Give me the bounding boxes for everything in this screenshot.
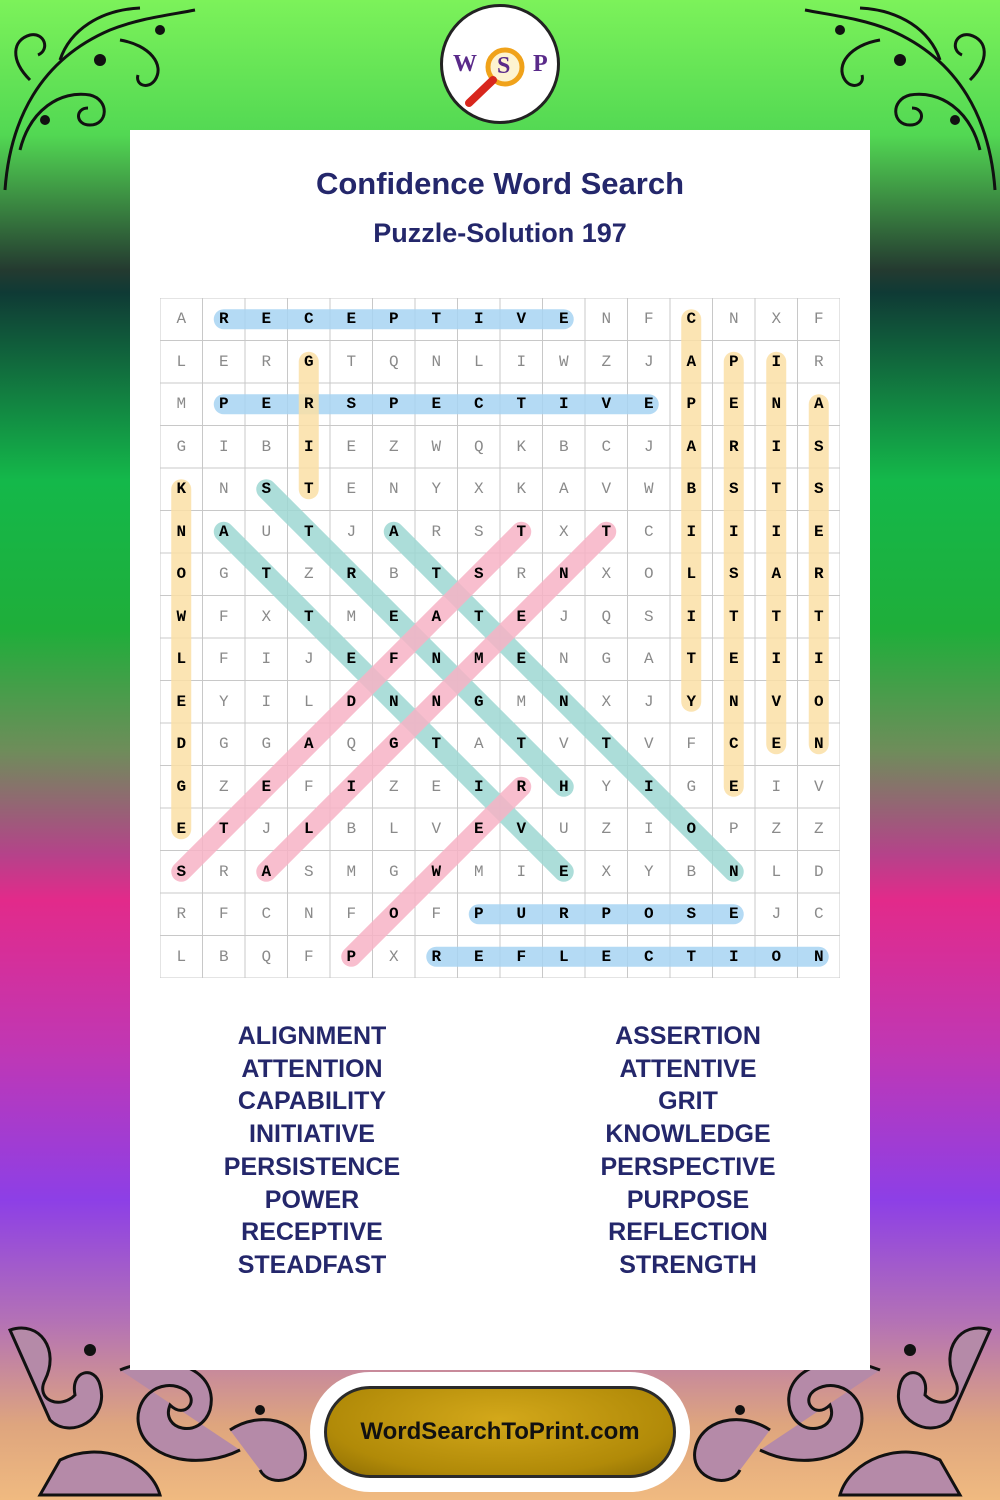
grid-cell[interactable]: N	[558, 650, 569, 668]
word-list-item: RECEPTIVE	[241, 1218, 383, 1247]
grid-cell[interactable]: Y	[431, 480, 442, 498]
grid-cell[interactable]: I	[473, 310, 484, 328]
grid-cell[interactable]: T	[303, 480, 314, 498]
grid-cell[interactable]: J	[643, 352, 654, 371]
grid-cell[interactable]: N	[601, 310, 612, 328]
grid-cell[interactable]: L	[686, 565, 697, 583]
grid-cell[interactable]: X	[601, 565, 612, 583]
grid-cell[interactable]: A	[686, 352, 697, 371]
grid-cell[interactable]: R	[558, 905, 569, 923]
grid-cell[interactable]: T	[303, 522, 314, 541]
grid-cell[interactable]: E	[516, 607, 527, 626]
grid-cell[interactable]: Q	[261, 947, 272, 966]
grid-cell[interactable]: J	[303, 650, 314, 668]
grid-cell[interactable]: R	[303, 395, 314, 413]
grid-cell[interactable]: I	[728, 947, 739, 966]
grid-cell[interactable]: E	[346, 437, 357, 456]
grid-cell[interactable]: V	[516, 820, 527, 838]
grid-cell[interactable]: P	[686, 395, 697, 413]
grid-cell[interactable]: S	[643, 607, 654, 626]
footer-badge	[310, 1372, 690, 1492]
grid-cell[interactable]: S	[728, 565, 739, 583]
grid-cell[interactable]: R	[218, 310, 229, 328]
grid-cell[interactable]: X	[261, 607, 272, 626]
grid-cell[interactable]: T	[473, 607, 484, 626]
grid-cell[interactable]: D	[813, 862, 824, 881]
grid-cell[interactable]: E	[346, 650, 357, 668]
grid-cell[interactable]: Z	[601, 352, 612, 371]
grid-cell[interactable]: M	[346, 607, 357, 626]
grid-cell[interactable]: T	[431, 310, 442, 328]
grid-cell[interactable]: B	[686, 480, 697, 498]
grid-cell[interactable]: C	[473, 395, 484, 413]
word-list-item: ATTENTION	[241, 1054, 383, 1083]
grid-cell[interactable]: D	[346, 692, 357, 711]
grid-cell[interactable]: L	[473, 352, 484, 371]
grid-cell[interactable]: I	[771, 522, 782, 541]
grid-cell[interactable]: U	[261, 522, 272, 541]
grid-cell[interactable]: S	[176, 862, 187, 881]
grid-cell[interactable]: Y	[643, 862, 654, 881]
grid-cell[interactable]: T	[516, 395, 527, 413]
grid-cell[interactable]: B	[558, 437, 569, 456]
grid-cell[interactable]: A	[388, 522, 399, 541]
grid-cell[interactable]: O	[686, 820, 697, 838]
grid-cell[interactable]: P	[601, 905, 612, 923]
grid-cell[interactable]: P	[388, 395, 399, 413]
grid-cell[interactable]: F	[686, 735, 697, 753]
word-list-item: ALIGNMENT	[237, 1022, 387, 1050]
grid-cell[interactable]: O	[643, 565, 654, 583]
word-list-item: STRENGTH	[619, 1250, 757, 1279]
grid-cell[interactable]: L	[176, 352, 187, 371]
grid-cell[interactable]: Z	[601, 820, 612, 838]
grid-cell[interactable]: U	[516, 905, 527, 923]
grid-cell[interactable]: X	[473, 480, 484, 498]
grid-cell[interactable]: V	[516, 310, 527, 328]
grid-cell[interactable]: T	[431, 735, 442, 753]
grid-cell[interactable]: N	[558, 565, 569, 583]
grid-cell[interactable]: J	[771, 905, 782, 923]
grid-cell[interactable]: E	[176, 692, 187, 711]
grid-cell[interactable]: F	[388, 650, 399, 668]
grid-cell[interactable]: I	[771, 437, 782, 456]
grid-cell[interactable]: E	[771, 735, 782, 753]
grid-cell[interactable]: T	[431, 565, 442, 583]
grid-cell[interactable]: X	[388, 947, 399, 966]
logo-letter-p: P	[533, 51, 548, 77]
grid-cell[interactable]: Q	[388, 352, 399, 371]
word-list-left	[127, 1020, 497, 1282]
page-subtitle: Puzzle-Solution 197	[373, 218, 627, 248]
grid-cell[interactable]: Q	[601, 607, 612, 626]
grid-cell[interactable]: T	[218, 820, 229, 838]
grid-cell[interactable]: G	[261, 735, 272, 753]
grid-cell[interactable]: O	[388, 905, 399, 923]
grid-cell[interactable]: T	[346, 352, 357, 371]
grid-cell[interactable]: V	[771, 692, 782, 711]
grid-cell[interactable]: L	[388, 820, 399, 838]
grid-cell[interactable]: A	[261, 862, 272, 881]
grid-cell[interactable]: Z	[303, 565, 314, 583]
grid-cell[interactable]: I	[516, 352, 527, 371]
grid-cell[interactable]: A	[303, 735, 314, 753]
grid-cell[interactable]: E	[261, 310, 272, 328]
grid-cell[interactable]: N	[431, 692, 442, 711]
grid-cell[interactable]: Z	[218, 777, 229, 796]
grid-cell[interactable]: I	[643, 777, 654, 796]
grid-cell[interactable]: Z	[771, 820, 782, 838]
grid-cell[interactable]: J	[558, 607, 569, 626]
word-list-item: GRIT	[658, 1087, 718, 1116]
grid-cell[interactable]: E	[388, 607, 399, 626]
grid-cell[interactable]: W	[431, 862, 442, 881]
grid-cell[interactable]: Q	[473, 437, 484, 456]
grid-cell[interactable]: L	[771, 862, 782, 881]
grid-cell[interactable]: T	[813, 607, 824, 626]
grid-cell[interactable]: F	[431, 905, 442, 923]
grid-cell[interactable]: A	[771, 565, 782, 583]
grid-cell[interactable]: P	[346, 947, 357, 966]
grid-cell[interactable]: N	[558, 692, 569, 711]
word-list-item: ATTENTIVE	[619, 1054, 757, 1083]
word-list-item: KNOWLEDGE	[605, 1120, 771, 1149]
grid-cell[interactable]: E	[346, 310, 357, 328]
grid-cell[interactable]: P	[728, 820, 739, 838]
grid-cell[interactable]: F	[346, 905, 357, 923]
grid-cell[interactable]: P	[218, 395, 229, 413]
grid-cell[interactable]: E	[516, 650, 527, 668]
grid-cell[interactable]: M	[473, 862, 484, 881]
grid-cell[interactable]: R	[261, 352, 272, 371]
grid-cell[interactable]: E	[728, 650, 739, 668]
grid-cell[interactable]: B	[686, 862, 697, 881]
grid-cell[interactable]: E	[431, 395, 442, 413]
grid-cell[interactable]: R	[431, 522, 442, 541]
grid-cell[interactable]: G	[218, 735, 229, 753]
grid-cell[interactable]: J	[346, 522, 357, 541]
word-list-item: PERSPECTIVE	[600, 1152, 776, 1181]
grid-cell[interactable]: M	[346, 862, 357, 881]
grid-cell[interactable]: M	[473, 650, 484, 668]
grid-cell[interactable]: N	[771, 395, 782, 413]
grid-cell[interactable]: Z	[388, 437, 399, 456]
word-list-item: STEADFAST	[237, 1250, 387, 1279]
grid-cell[interactable]: N	[218, 480, 229, 498]
grid-cell[interactable]: E	[431, 777, 442, 796]
grid-cell[interactable]: G	[388, 862, 399, 881]
grid-cell[interactable]: T	[516, 522, 527, 541]
grid-cell[interactable]: Y	[218, 692, 229, 711]
grid-cell[interactable]: V	[601, 395, 612, 413]
grid-cell[interactable]: R	[176, 905, 187, 923]
word-list-item: INITIATIVE	[249, 1120, 375, 1149]
grid-cell[interactable]: R	[516, 565, 527, 583]
grid-cell[interactable]: M	[516, 692, 527, 711]
grid-cell[interactable]: N	[728, 862, 739, 881]
page-title: Confidence Word Search	[315, 166, 685, 201]
grid-cell[interactable]: S	[346, 395, 357, 413]
grid-cell[interactable]: A	[558, 480, 569, 498]
word-list-right	[503, 1020, 873, 1282]
grid-cell[interactable]: I	[728, 522, 739, 541]
grid-cell[interactable]: E	[218, 352, 229, 371]
grid-cell[interactable]: Z	[388, 777, 399, 796]
grid-cell[interactable]: Y	[686, 692, 697, 711]
grid-cell[interactable]: N	[728, 310, 739, 328]
grid-cell[interactable]: G	[473, 692, 484, 711]
grid-cell[interactable]: N	[388, 480, 399, 498]
grid-cell[interactable]: N	[431, 650, 442, 668]
grid-cell[interactable]: W	[558, 352, 569, 371]
grid-cell[interactable]: L	[176, 947, 187, 966]
grid-cell[interactable]: E	[728, 395, 739, 413]
grid-cell[interactable]: M	[176, 395, 187, 413]
grid-cell[interactable]: W	[176, 607, 187, 626]
grid-cell[interactable]: I	[771, 352, 782, 371]
grid-cell[interactable]: N	[431, 352, 442, 371]
grid-cell[interactable]: O	[176, 565, 187, 583]
grid-cell[interactable]: F	[218, 650, 229, 668]
grid-cell[interactable]: L	[176, 650, 187, 668]
grid-cell[interactable]: I	[261, 650, 272, 668]
grid-cell[interactable]: I	[558, 395, 569, 413]
grid-cell[interactable]: A	[218, 522, 229, 541]
grid-cell[interactable]: W	[431, 437, 442, 456]
grid-cell[interactable]: A	[176, 310, 187, 328]
grid-cell[interactable]: S	[728, 480, 739, 498]
grid-cell[interactable]: L	[303, 820, 314, 838]
grid-cell[interactable]: R	[346, 565, 357, 583]
grid-cell[interactable]: F	[516, 947, 527, 966]
grid-cell[interactable]: F	[303, 947, 314, 966]
grid-cell[interactable]: S	[261, 480, 272, 498]
grid-cell[interactable]: B	[218, 947, 229, 966]
grid-cell[interactable]: Y	[601, 777, 612, 796]
grid-cell[interactable]: I	[643, 820, 654, 838]
grid-cell[interactable]: S	[686, 905, 697, 923]
grid-cell[interactable]: F	[813, 310, 824, 328]
grid-cell[interactable]: G	[303, 352, 314, 371]
grid-cell[interactable]: I	[516, 862, 527, 881]
grid-cell[interactable]: S	[303, 862, 314, 881]
grid-cell[interactable]: P	[728, 352, 739, 371]
grid-cell[interactable]: I	[771, 650, 782, 668]
word-search-grid	[160, 298, 840, 978]
grid-cell[interactable]: E	[558, 862, 569, 881]
grid-cell[interactable]: F	[303, 777, 314, 796]
grid-cell[interactable]: D	[176, 735, 187, 753]
grid-cell[interactable]: V	[643, 735, 654, 753]
grid-cell[interactable]: E	[813, 522, 824, 541]
grid-cell[interactable]: V	[558, 735, 569, 753]
grid-cell[interactable]: A	[473, 735, 484, 753]
grid-cell[interactable]: E	[601, 947, 612, 966]
grid-cell[interactable]: Z	[813, 820, 824, 838]
grid-cell[interactable]: R	[813, 565, 824, 583]
grid-cell[interactable]: N	[728, 692, 739, 711]
grid-cell[interactable]: N	[176, 522, 187, 541]
grid-cell[interactable]: C	[601, 437, 612, 456]
grid-cell[interactable]: E	[346, 480, 357, 498]
grid-cell[interactable]: G	[601, 650, 612, 668]
grid-cell[interactable]: T	[686, 947, 697, 966]
grid-cell[interactable]: T	[261, 565, 272, 583]
grid-cell[interactable]: C	[813, 905, 824, 923]
grid-cell[interactable]: C	[643, 947, 654, 966]
word-list-item: REFLECTION	[608, 1218, 768, 1247]
grid-cell[interactable]: R	[516, 777, 527, 796]
grid-cell[interactable]: S	[473, 565, 484, 583]
grid-cell[interactable]: X	[601, 692, 612, 711]
grid-cell[interactable]: E	[473, 947, 484, 966]
grid-cell[interactable]: F	[218, 905, 229, 923]
grid-cell[interactable]: G	[176, 777, 187, 796]
grid-cell[interactable]: F	[643, 310, 654, 328]
grid-cell[interactable]: R	[813, 352, 824, 371]
grid-cell[interactable]: X	[771, 310, 782, 328]
grid-cell[interactable]: I	[261, 692, 272, 711]
grid-cell[interactable]: T	[771, 480, 782, 498]
grid-cell[interactable]: E	[473, 820, 484, 838]
grid-cell[interactable]: E	[728, 777, 739, 796]
grid-cell[interactable]: T	[686, 650, 697, 668]
grid-cell[interactable]: Q	[346, 735, 357, 753]
grid-cell[interactable]: C	[303, 310, 314, 328]
grid-cell[interactable]: K	[176, 480, 187, 498]
grid-cell[interactable]: N	[388, 692, 399, 711]
grid-cell[interactable]: P	[388, 310, 399, 328]
grid-cell[interactable]: F	[218, 607, 229, 626]
grid-cell[interactable]: P	[473, 905, 484, 923]
grid-cell[interactable]: E	[176, 820, 187, 838]
grid-cell[interactable]: S	[473, 522, 484, 541]
grid-cell[interactable]: N	[813, 735, 824, 753]
grid-cell[interactable]: I	[303, 437, 314, 456]
grid-cell[interactable]: U	[558, 820, 569, 838]
grid-cell[interactable]: E	[261, 395, 272, 413]
word-list-item: POWER	[264, 1185, 360, 1214]
grid-cell[interactable]: A	[431, 607, 442, 626]
grid-cell[interactable]: C	[643, 522, 654, 541]
grid-cell[interactable]: I	[686, 522, 697, 541]
grid-cell[interactable]: B	[261, 437, 272, 456]
site-link[interactable]: WordSearchToPrint.com	[324, 1386, 676, 1478]
grid-cell[interactable]: G	[218, 565, 229, 583]
grid-cell[interactable]: G	[686, 777, 697, 796]
grid-cell[interactable]: X	[601, 862, 612, 881]
grid-cell[interactable]: X	[558, 522, 569, 541]
grid-cell[interactable]: J	[261, 820, 272, 838]
grid-cell[interactable]: G	[176, 437, 187, 456]
grid-cell[interactable]: I	[218, 437, 229, 456]
grid-cell[interactable]: H	[558, 777, 569, 796]
grid-cell[interactable]: E	[728, 905, 739, 923]
grid-cell[interactable]: I	[473, 777, 484, 796]
grid-cell[interactable]: V	[431, 820, 442, 838]
grid-cell[interactable]: J	[643, 437, 654, 456]
word-list-item: CAPABILITY	[237, 1087, 387, 1116]
logo-letter-w: W	[453, 51, 477, 77]
grid-cell[interactable]: T	[303, 607, 314, 626]
word-list-item: ASSERTION	[615, 1022, 761, 1050]
grid-cell[interactable]: A	[813, 395, 824, 413]
grid-cell[interactable]: K	[516, 437, 527, 456]
word-list-item: PERSISTENCE	[223, 1152, 401, 1181]
grid-cell[interactable]: R	[431, 947, 442, 966]
logo-letter-s: S	[497, 53, 511, 79]
grid-cell[interactable]: J	[643, 692, 654, 711]
grid-cell[interactable]: O	[813, 692, 824, 711]
grid-cell[interactable]: O	[643, 905, 654, 923]
grid-cell[interactable]: T	[601, 735, 612, 753]
grid-cell[interactable]: T	[728, 607, 739, 626]
grid-cell[interactable]: C	[686, 310, 697, 328]
grid-cell[interactable]: T	[516, 735, 527, 753]
grid-cell[interactable]: B	[388, 565, 399, 583]
grid-cell[interactable]: T	[601, 522, 612, 541]
grid-cell[interactable]: S	[813, 480, 824, 498]
grid-cell[interactable]: I	[346, 777, 357, 796]
grid-cell[interactable]: E	[643, 395, 654, 413]
grid-cell[interactable]: B	[346, 820, 357, 838]
grid-cell[interactable]: I	[686, 607, 697, 626]
grid-cell[interactable]: N	[303, 905, 314, 923]
grid-cell[interactable]: I	[771, 777, 782, 796]
wsp-logo[interactable]	[440, 4, 560, 124]
grid-cell[interactable]: I	[813, 650, 824, 668]
grid-cell[interactable]: K	[516, 480, 527, 498]
grid-cell[interactable]: V	[813, 777, 824, 796]
grid-cell[interactable]: A	[643, 650, 654, 668]
grid-cell[interactable]: L	[558, 947, 569, 966]
grid-cell[interactable]: C	[728, 735, 739, 753]
grid-cell[interactable]: R	[728, 437, 739, 456]
grid-cell[interactable]: E	[261, 777, 272, 796]
grid-cell[interactable]: L	[303, 692, 314, 711]
grid-cell[interactable]: R	[218, 862, 229, 881]
grid-cell[interactable]: V	[601, 480, 612, 498]
grid-cell[interactable]: O	[771, 947, 782, 966]
grid-cell[interactable]: E	[558, 310, 569, 328]
grid-cell[interactable]: N	[813, 947, 824, 966]
grid-cell[interactable]: A	[686, 437, 697, 456]
grid-cell[interactable]: G	[388, 735, 399, 753]
grid-cell[interactable]: T	[771, 607, 782, 626]
grid-cell[interactable]: C	[261, 905, 272, 923]
word-list-item: PURPOSE	[626, 1185, 750, 1214]
grid-cell[interactable]: S	[813, 437, 824, 456]
grid-cell[interactable]: W	[643, 480, 654, 498]
